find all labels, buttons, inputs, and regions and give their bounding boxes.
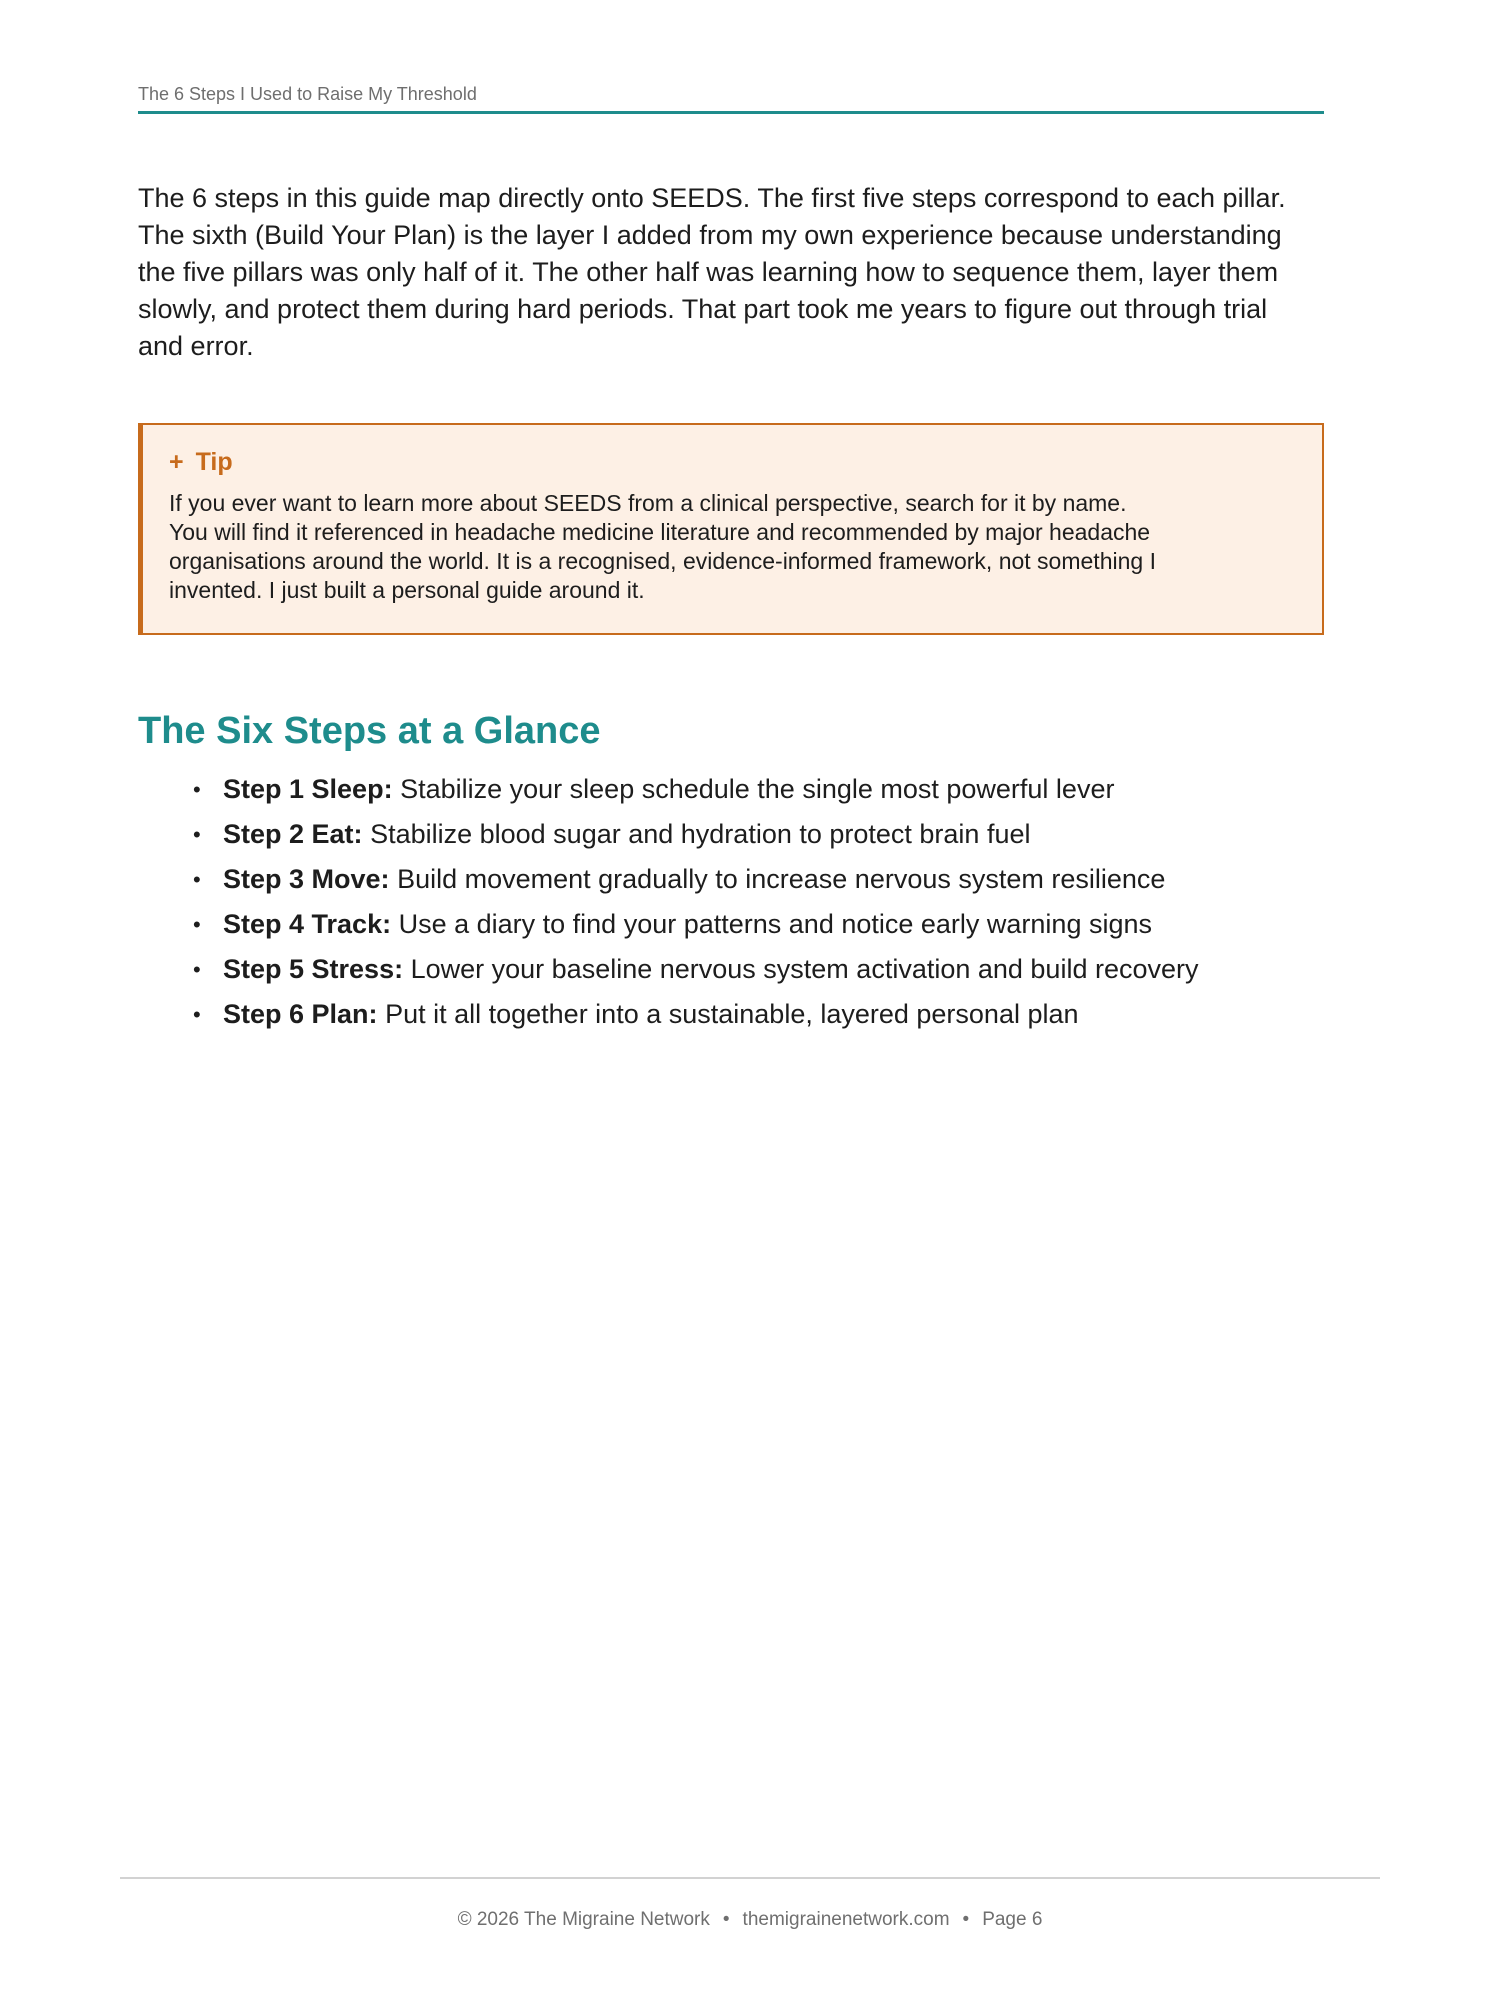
page-content bbox=[138, 0, 1324, 1037]
bullet-icon: • bbox=[193, 912, 201, 937]
paragraph-line: and error. bbox=[138, 331, 254, 361]
list-item bbox=[193, 902, 1324, 947]
bullet-icon: • bbox=[193, 1002, 201, 1027]
step-label: Step 3 Move: bbox=[223, 864, 390, 894]
step-text: Stabilize your sleep schedule the single most powerful lever bbox=[400, 774, 1115, 804]
bullet-icon: • bbox=[193, 957, 201, 982]
step-label: Step 1 Sleep: bbox=[223, 774, 393, 804]
list-item bbox=[193, 812, 1324, 857]
running-header-title: The 6 Steps I Used to Raise My Threshold bbox=[138, 84, 477, 104]
step-text: Build movement gradually to increase nervous system resilience bbox=[397, 864, 1166, 894]
step-text: Put it all together into a sustainable, layered personal plan bbox=[385, 999, 1079, 1029]
footer-copyright: © 2026 The Migraine Network bbox=[457, 1909, 710, 1930]
paragraph-line: The 6 steps in this guide map directly onto SEEDS. The first five steps correspond to each pillar. bbox=[138, 183, 1286, 213]
tip-callout bbox=[138, 423, 1324, 635]
tip-body bbox=[169, 489, 1296, 605]
tip-header bbox=[169, 447, 1296, 477]
tip-line: If you ever want to learn more about SEEDS from a clinical perspective, search for it by name. bbox=[169, 490, 1127, 516]
step-text: Lower your baseline nervous system activation and build recovery bbox=[410, 954, 1199, 984]
bullet-icon: • bbox=[193, 822, 201, 847]
bullet-separator: • bbox=[962, 1909, 970, 1930]
list-item bbox=[193, 992, 1324, 1037]
list-item bbox=[193, 767, 1324, 812]
step-label: Step 2 Eat: bbox=[223, 819, 363, 849]
plus-icon: + bbox=[169, 448, 184, 476]
bullet-icon: • bbox=[193, 867, 201, 892]
page-footer bbox=[120, 1877, 1380, 1931]
tip-line: organisations around the world. It is a recognised, evidence-informed framework, not something I bbox=[169, 548, 1156, 574]
step-label: Step 6 Plan: bbox=[223, 999, 378, 1029]
list-item bbox=[193, 947, 1324, 992]
footer-page-number: Page 6 bbox=[982, 1909, 1043, 1930]
step-text: Stabilize blood sugar and hydration to protect brain fuel bbox=[370, 819, 1031, 849]
bullet-separator: • bbox=[722, 1909, 730, 1930]
paragraph-line: slowly, and protect them during hard periods. That part took me years to figure out through trial bbox=[138, 294, 1268, 324]
section-heading: The Six Steps at a Glance bbox=[138, 710, 601, 752]
list-item bbox=[193, 857, 1324, 902]
intro-paragraph bbox=[138, 180, 1324, 365]
paragraph-line: the five pillars was only half of it. The other half was learning how to sequence them, layer them bbox=[138, 257, 1279, 287]
paragraph-line: The sixth (Build Your Plan) is the layer I added from my own experience because understanding bbox=[138, 220, 1282, 250]
step-label: Step 5 Stress: bbox=[223, 954, 404, 984]
footer-website: themigrainenetwork.com bbox=[742, 1909, 950, 1930]
step-text: Use a diary to find your patterns and notice early warning signs bbox=[398, 909, 1152, 939]
steps-list bbox=[138, 767, 1324, 1037]
step-label: Step 4 Track: bbox=[223, 909, 392, 939]
bullet-icon: • bbox=[193, 777, 201, 802]
running-header bbox=[138, 0, 1324, 114]
tip-line: You will find it referenced in headache medicine literature and recommended by major headache bbox=[169, 519, 1151, 545]
tip-label: Tip bbox=[195, 448, 233, 476]
tip-line: invented. I just built a personal guide around it. bbox=[169, 577, 645, 603]
